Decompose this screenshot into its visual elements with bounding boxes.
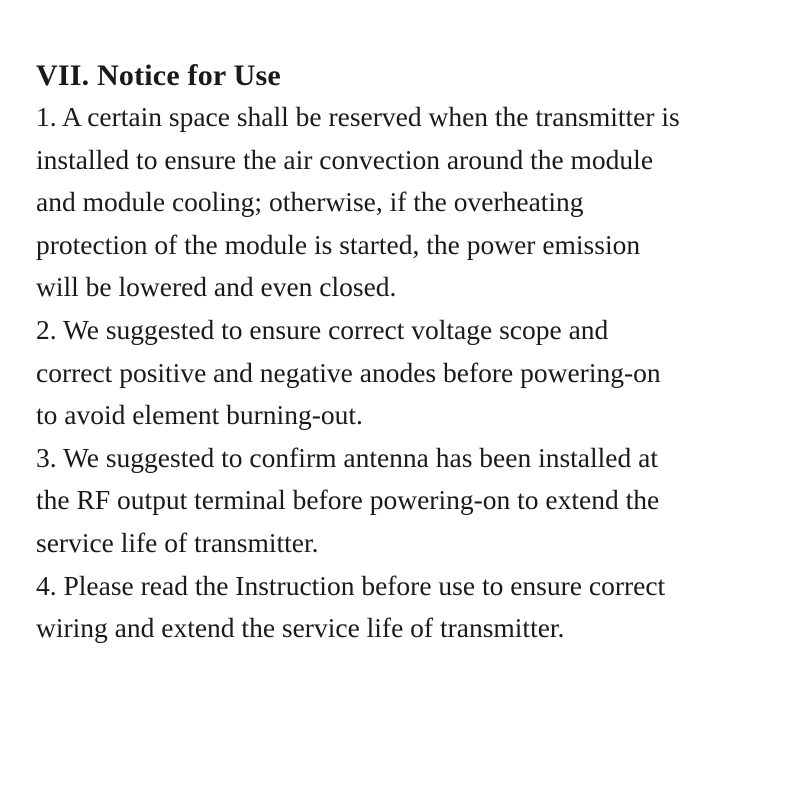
section-title: VII. Notice for Use [36,59,281,92]
text-line: 3. We suggested to confirm antenna has been installed at [36,441,658,473]
text-line: to avoid element burning-out. [36,399,363,431]
text-line: 1. A certain space shall be reserved when the transmitter is [36,101,680,132]
text-line: installed to ensure the air convection around the module [36,143,654,175]
text-line: and module cooling; otherwise, if the overheating [36,186,584,218]
notice-document [36,56,776,650]
text-line: will be lowered and even closed. [36,271,397,303]
text-line: correct positive and negative anodes before powering-on [36,356,661,388]
text-line: 4. Please read the Instruction before use to ensure correct [36,569,666,601]
text-line: 2. We suggested to ensure correct voltage scope and [36,313,609,345]
text-line: wiring and extend the service life of transmitter. [36,612,565,644]
text-line: service life of transmitter. [36,526,319,558]
text-line: protection of the module is started, the power emission [36,228,641,260]
notice-body [36,96,776,650]
text-line: the RF output terminal before powering-on to extend the [36,484,660,516]
